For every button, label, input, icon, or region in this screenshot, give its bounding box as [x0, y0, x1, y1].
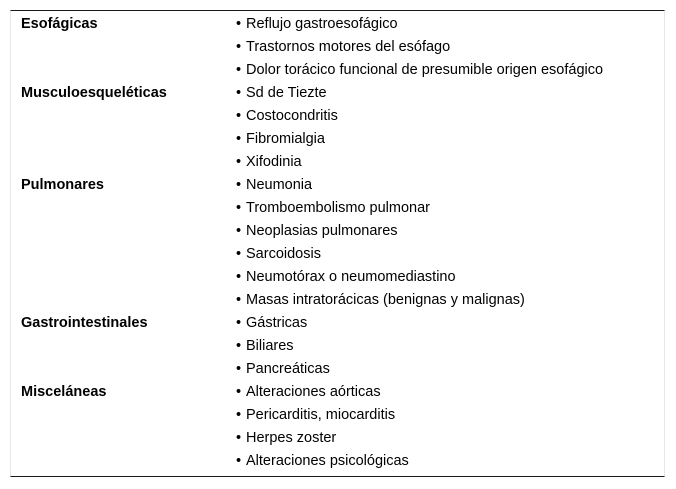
table-row [10, 243, 666, 266]
bullet-icon: • [236, 269, 242, 285]
list-item-text: Neoplasias pulmonares [246, 223, 398, 239]
list-item-text: Pericarditis, miocarditis [246, 407, 396, 423]
bullet-icon: • [236, 62, 242, 78]
table-row [10, 427, 666, 450]
list-item [236, 220, 666, 243]
bullet-icon: • [236, 246, 242, 262]
category-cell-empty [10, 128, 236, 151]
bullet-icon: • [236, 85, 242, 101]
bullet-icon: • [236, 131, 242, 147]
table-row [10, 36, 666, 59]
table-row [10, 128, 666, 151]
list-item-text: Masas intratorácicas (benignas y malignas) [246, 292, 525, 308]
list-item-text: Tromboembolismo pulmonar [246, 200, 431, 216]
list-item-text: Dolor torácico funcional de presumible origen esofágico [246, 62, 604, 78]
table-row [10, 381, 666, 404]
bullet-icon: • [236, 108, 242, 124]
table-row [10, 82, 666, 105]
category-cell-empty [10, 266, 236, 289]
list-item [236, 197, 666, 220]
table-row [10, 197, 666, 220]
category-cell-empty [10, 289, 236, 312]
list-item [236, 243, 666, 266]
list-item [236, 312, 666, 335]
list-item [236, 358, 666, 381]
category-cell-empty [10, 243, 236, 266]
bullet-icon: • [236, 154, 242, 170]
category-cell-empty [10, 427, 236, 450]
table-row [10, 13, 666, 36]
table-row [10, 59, 666, 82]
bullet-icon: • [236, 430, 242, 446]
category-cell-empty [10, 450, 236, 473]
category-cell-empty [10, 404, 236, 427]
table-row [10, 105, 666, 128]
list-item [236, 105, 666, 128]
table-row [10, 266, 666, 289]
table-row [10, 174, 666, 197]
list-item-text: Herpes zoster [246, 430, 337, 446]
bullet-icon: • [236, 315, 242, 331]
bullet-icon: • [236, 16, 242, 32]
table-row [10, 450, 666, 473]
list-item-text: Alteraciones psicológicas [246, 453, 409, 469]
list-item-text: Gástricas [246, 315, 308, 331]
category-cell-empty [10, 220, 236, 243]
list-item-text: Neumotórax o neumomediastino [246, 269, 456, 285]
list-item [236, 289, 666, 312]
category-cell-empty [10, 59, 236, 82]
bullet-icon: • [236, 407, 242, 423]
bullet-icon: • [236, 39, 242, 55]
table-row [10, 335, 666, 358]
bullet-icon: • [236, 384, 242, 400]
category-label: Misceláneas [21, 384, 107, 400]
list-item-text: Fibromialgia [246, 131, 325, 147]
table-row [10, 151, 666, 174]
table-row [10, 220, 666, 243]
list-item [236, 59, 666, 82]
table-row [10, 358, 666, 381]
list-item [236, 427, 666, 450]
bullet-icon: • [236, 453, 242, 469]
table-row [10, 404, 666, 427]
list-item [236, 174, 666, 197]
list-item [236, 404, 666, 427]
category-cell-empty [10, 197, 236, 220]
list-item-text: Sarcoidosis [246, 246, 321, 262]
list-item-text: Reflujo gastroesofágico [246, 16, 398, 32]
list-item-text: Biliares [246, 338, 294, 354]
table-row [10, 312, 666, 335]
category-cell-empty [10, 36, 236, 59]
list-item [236, 266, 666, 289]
category-cell-empty [10, 105, 236, 128]
category-cell-empty [10, 358, 236, 381]
list-item [236, 36, 666, 59]
table-row [10, 289, 666, 312]
list-item [236, 82, 666, 105]
category-label: Musculoesqueléticas [21, 85, 167, 101]
list-item-text: Neumonia [246, 177, 313, 193]
bullet-icon: • [236, 223, 242, 239]
list-item-text: Trastornos motores del esófago [246, 39, 451, 55]
list-item [236, 381, 666, 404]
category-label: Pulmonares [21, 177, 104, 193]
bullet-icon: • [236, 338, 242, 354]
list-item [236, 128, 666, 151]
table-body [10, 13, 666, 473]
list-item-text: Pancreáticas [246, 361, 330, 377]
category-label: Gastrointestinales [21, 315, 148, 331]
bullet-icon: • [236, 177, 242, 193]
bullet-icon: • [236, 200, 242, 216]
list-item-text: Costocondritis [246, 108, 338, 124]
category-cell-empty [10, 335, 236, 358]
differential-diagnosis-table [10, 13, 666, 473]
list-item [236, 151, 666, 174]
list-item-text: Xifodinia [246, 154, 302, 170]
category-cell-empty [10, 151, 236, 174]
list-item [236, 335, 666, 358]
list-item-text: Sd de Tiezte [246, 85, 327, 101]
category-label: Esofágicas [21, 16, 98, 32]
list-item [236, 450, 666, 473]
bullet-icon: • [236, 292, 242, 308]
bullet-icon: • [236, 361, 242, 377]
list-item [236, 13, 666, 36]
list-item-text: Alteraciones aórticas [246, 384, 381, 400]
